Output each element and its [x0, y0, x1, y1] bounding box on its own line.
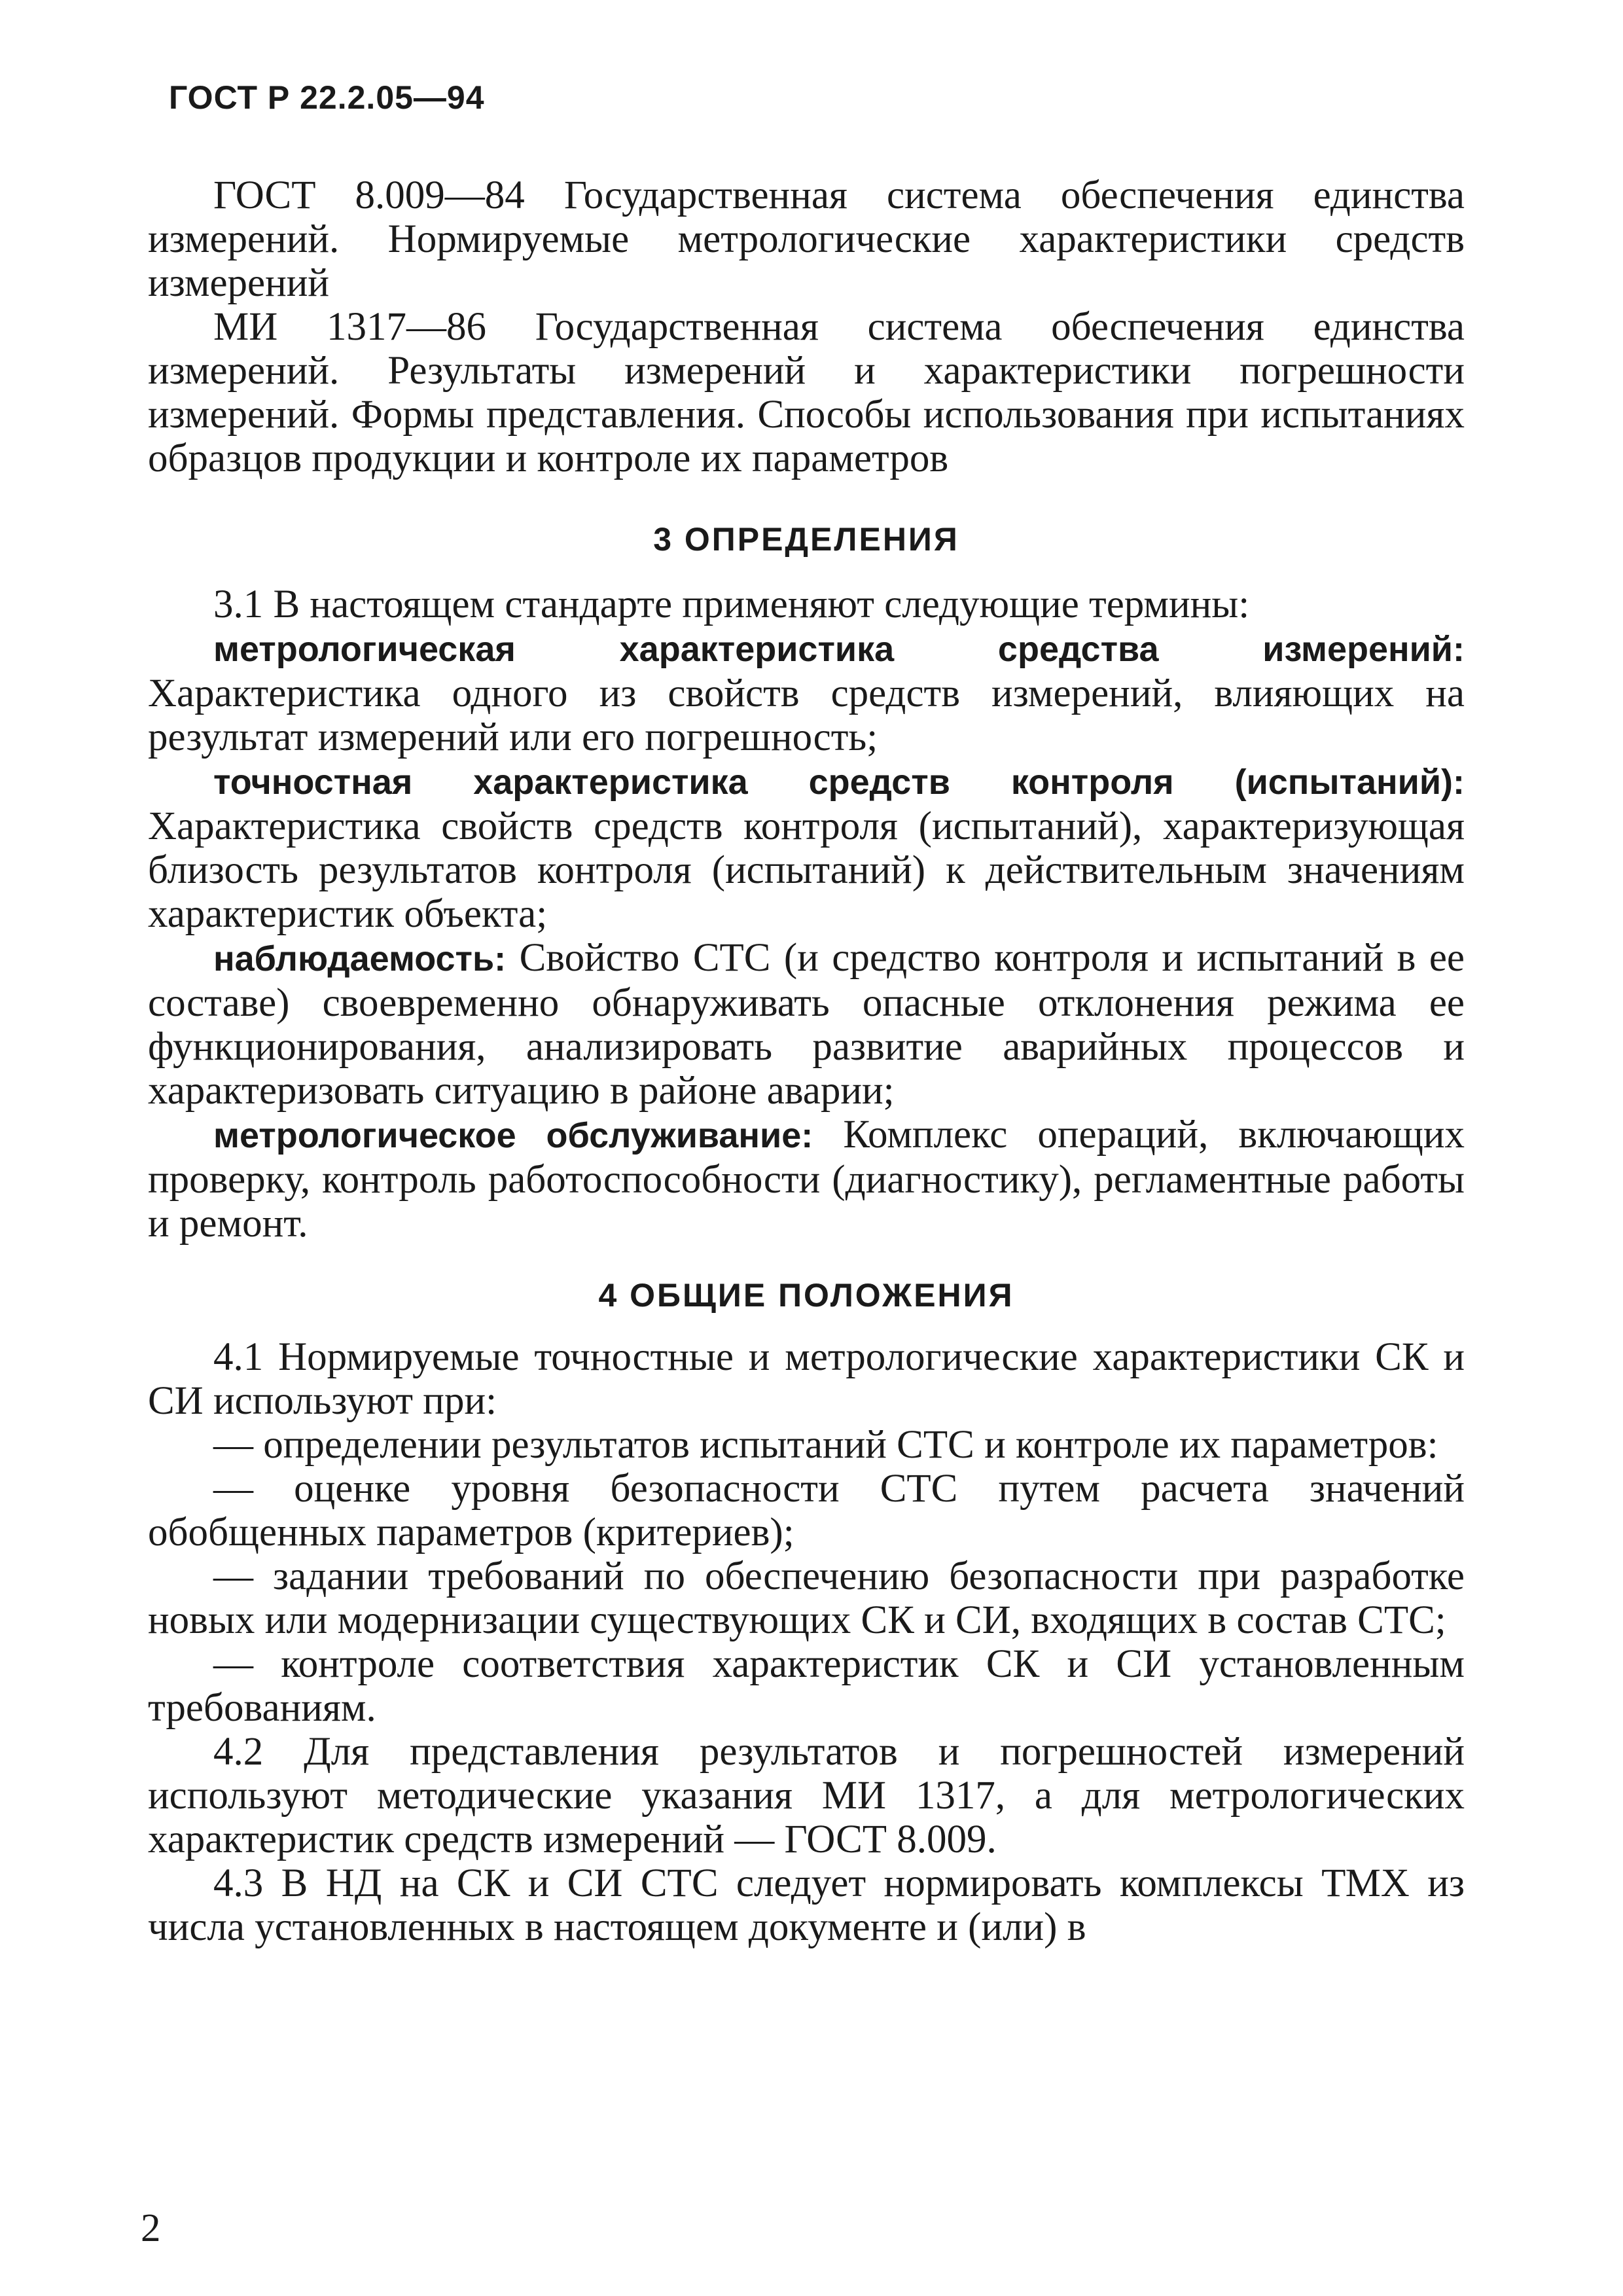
references-list [148, 173, 1465, 480]
section-4-heading: 4 ОБЩИЕ ПОЛОЖЕНИЯ [598, 1277, 1014, 1314]
term-definition: Характеристика свойств средств контроля (испытаний), характеризующая близость результатов контроля (испытаний) к действительным значениям характеристик объекта; [148, 804, 1465, 936]
page-number: 2 [141, 2206, 161, 2250]
list-item: — контроле соответствия характеристик СК и СИ установленным требованиям. [148, 1642, 1465, 1730]
list-item: — оценке уровня безопасности СТС путем расчета значений обобщенных параметров (критериев); [148, 1467, 1465, 1554]
reference-gost-8-009: ГОСТ 8.009—84 Государственная система обеспечения единства измерений. Нормируемые метрологические характеристики средств измерений [148, 173, 1465, 305]
definition-item [148, 759, 1465, 936]
reference-mi-1317: МИ 1317—86 Государственная система обеспечения единства измерений. Результаты измерений и характеристики погрешности измерений. Формы представления. Способы использования при испытаниях образцов продукции и контроле их параметров [148, 305, 1465, 480]
running-header: ГОСТ Р 22.2.05—94 [169, 79, 485, 116]
section-3-heading: 3 ОПРЕДЕЛЕНИЯ [653, 521, 959, 558]
section-3-body [148, 583, 1465, 1246]
definition-item [148, 626, 1465, 759]
term-definition: Характеристика одного из свойств средств измерений, влияющих на результат измерений или его погрешность; [148, 672, 1465, 759]
defined-term: точностная характеристика средств контроля (испытаний): [213, 762, 1465, 802]
paragraph-4-2: 4.2 Для представления результатов и погрешностей измерений используют методические указания МИ 1317, а для метрологических характеристик средств измерений — ГОСТ 8.009. [148, 1730, 1465, 1861]
definition-item [148, 936, 1465, 1113]
term-definition: Комплекс операций, включающих проверку, контроль работоспособности (диагностику), регламентные работы и ремонт. [148, 1113, 1465, 1246]
paragraph-4-1: 4.1 Нормируемые точностные и метрологические характеристики СК и СИ используют при: [148, 1335, 1465, 1423]
section-3-intro: 3.1 В настоящем стандарте применяют следующие термины: [213, 583, 1250, 626]
definition-item [148, 1113, 1465, 1246]
defined-term: метрологическая характеристика средства измерений: [213, 630, 1465, 669]
paragraph-4-3: 4.3 В НД на СК и СИ СТС следует нормировать комплексы ТМХ из числа установленных в настоящем документе и (или) в [148, 1861, 1465, 1949]
defined-term: метрологическое обслуживание: [213, 1116, 813, 1155]
section-4-body [148, 1335, 1465, 1949]
list-item: — определении результатов испытаний СТС и контроле их параметров: [213, 1423, 1438, 1467]
defined-term: наблюдаемость: [213, 939, 507, 978]
list-item: — задании требований по обеспечению безопасности при разработке новых или модернизации существующих СК и СИ, входящих в состав СТС; [148, 1554, 1465, 1642]
term-definition: Свойство СТС (и средство контроля и испытаний в ее составе) своевременно обнаруживать опасные отклонения режима ее функционирования, анализировать развитие аварийных процессов и характеризовать ситуацию в районе аварии; [148, 936, 1465, 1113]
